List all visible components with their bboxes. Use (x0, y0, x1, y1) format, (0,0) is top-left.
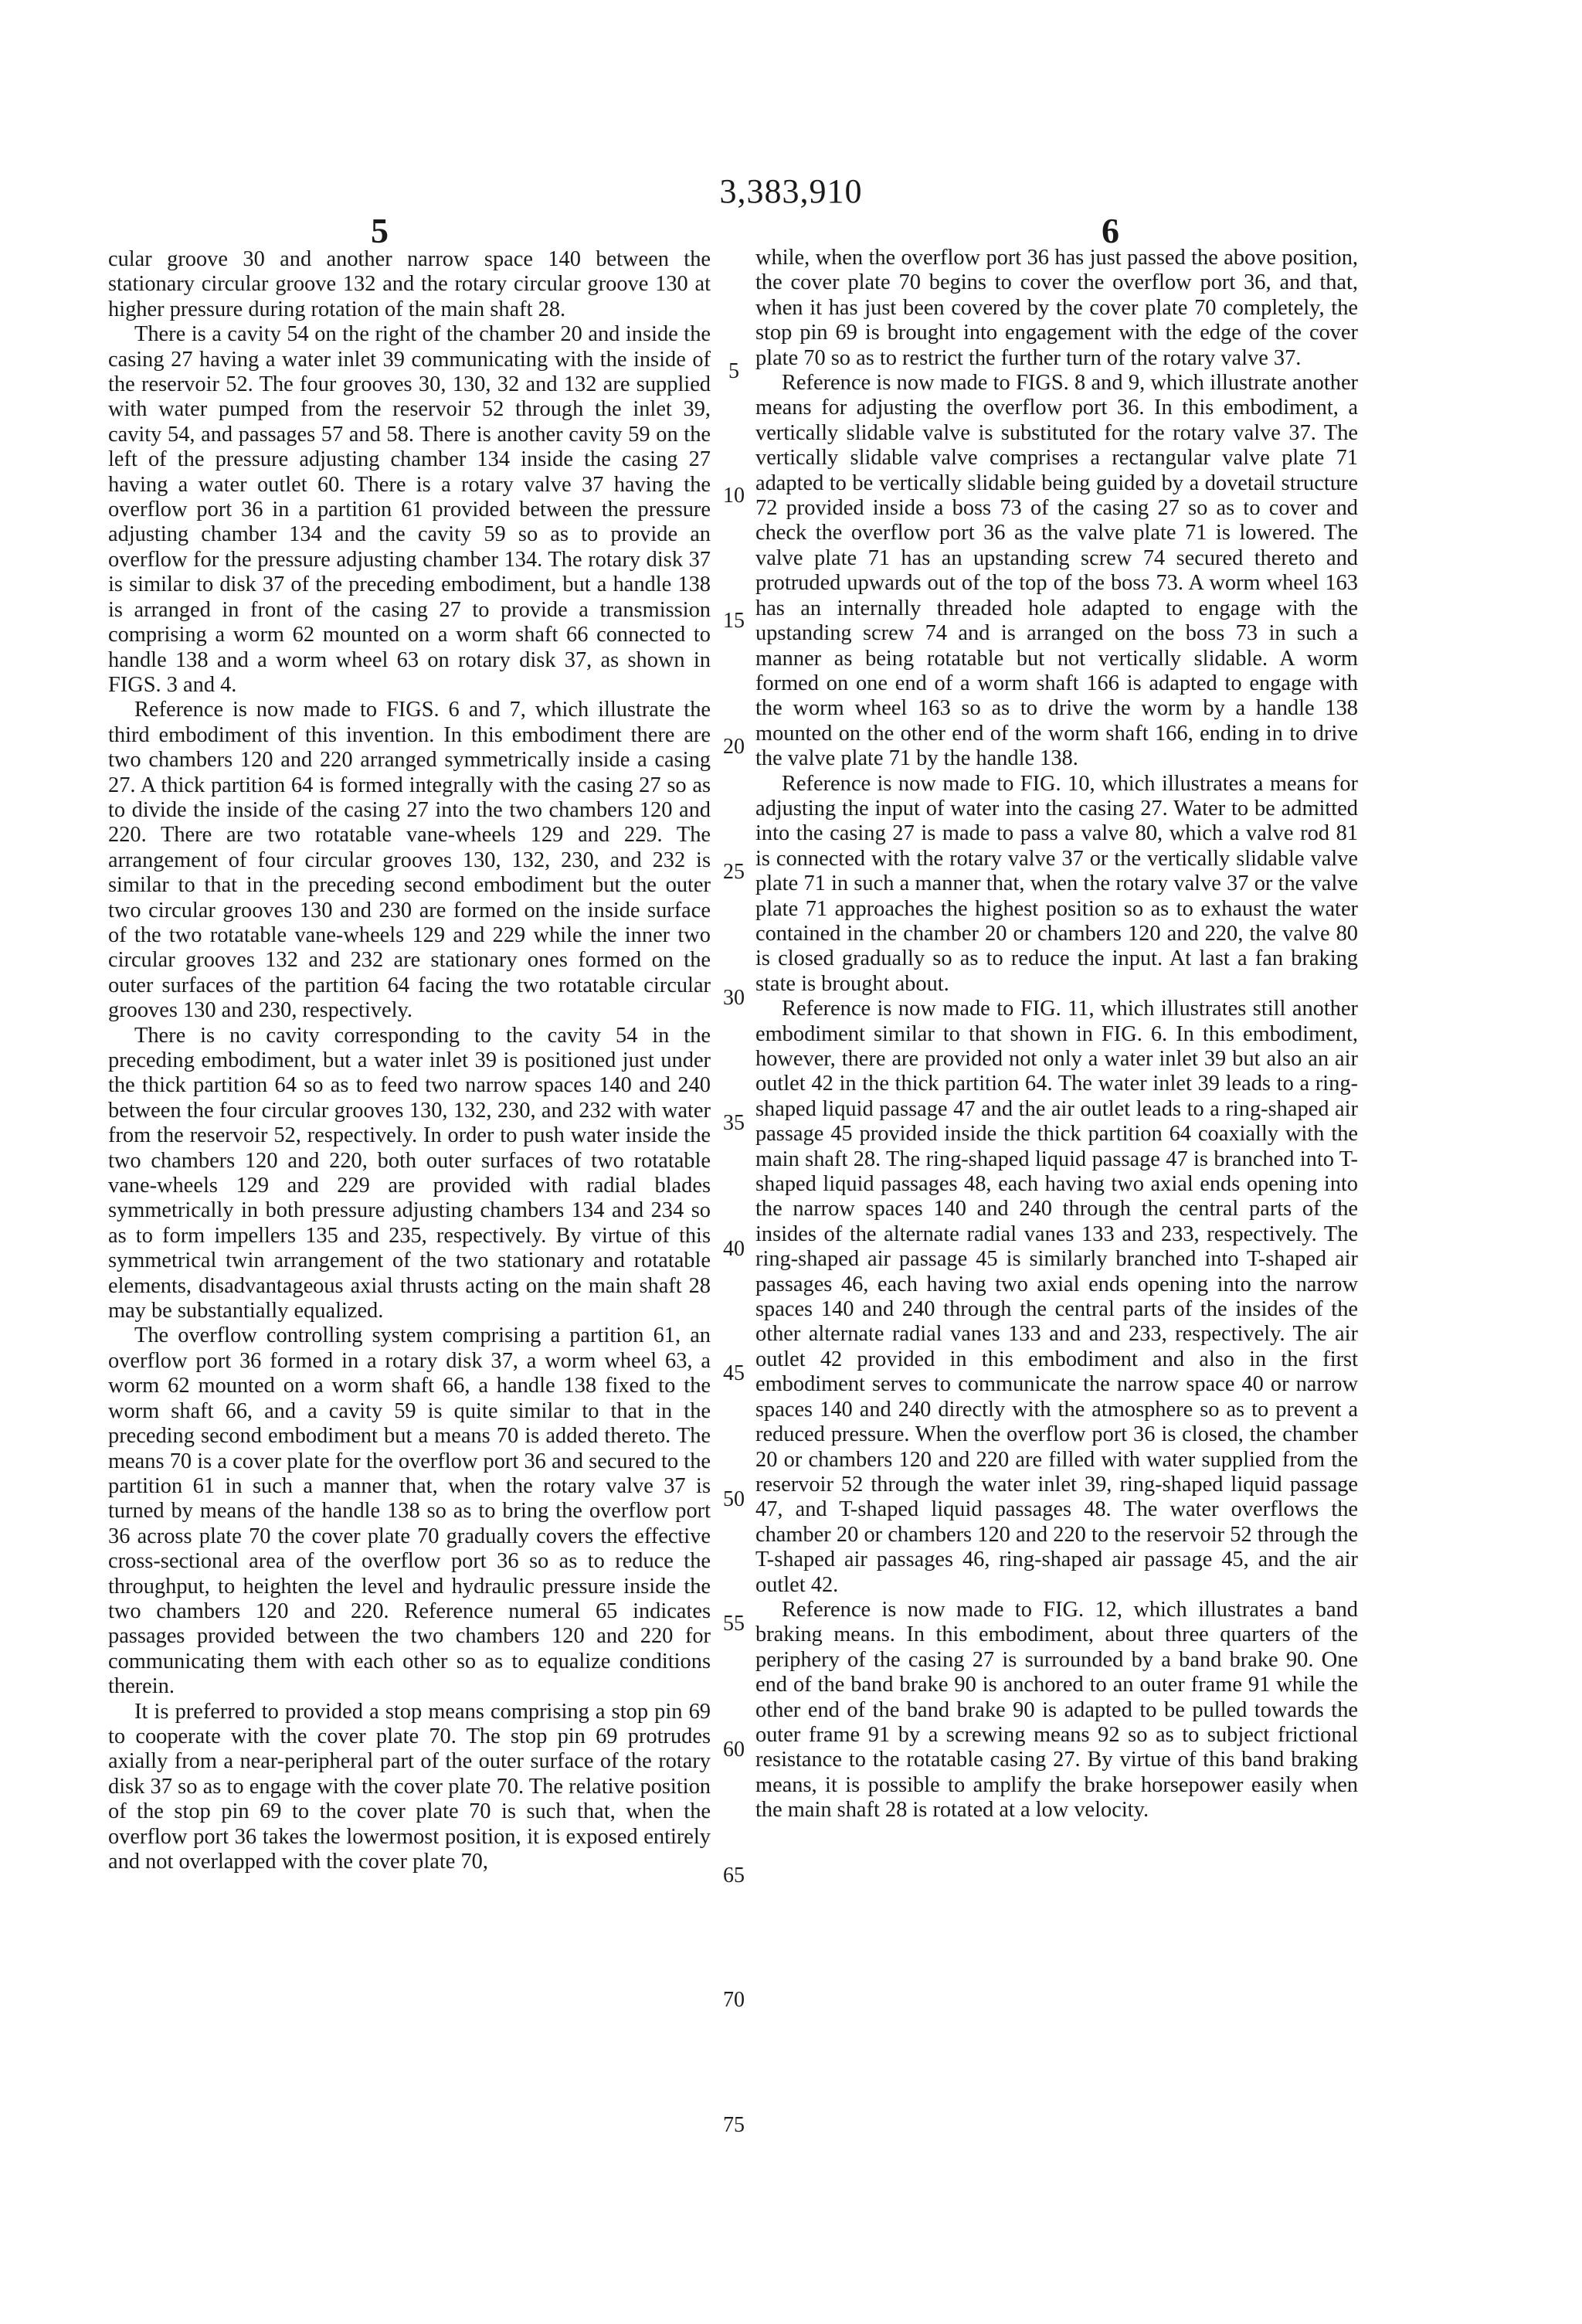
line-number: 65 (723, 1864, 745, 1887)
paragraph: while, when the overflow port 36 has just passed the above position, the cover plate 70 begins to cover the overflow port 36, and that, when it has just been covered by the cover plate 70 completely, the stop pin 69 is brought into engagement with the edge of the cover plate 70 so as to restrict the further turn of the rotary valve 37. (755, 246, 1358, 370)
paragraph: Reference is now made to FIG. 11, which illustrates still another embodiment similar to that shown in FIG. 6. In this embodiment, however, there are provided not only a water inlet 39 but also an air outlet 42 in the thick partition 64. The water inlet 39 leads to a ring-shaped liquid passage 47 and the air outlet leads to a ring-shaped air passage 45 provided inside the thick partition 64 coaxially with the main shaft 28. The ring-shaped liquid passage 47 is branched into T-shaped liquid passages 48, each having two axial ends opening into the narrow spaces 140 and 240 through the central parts of the insides of the alternate radial vanes 133 and 233, respectively. The ring-shaped air passage 45 is similarly branched into T-shaped air passages 46, each having two axial ends opening into the narrow spaces 140 and 240 through the central parts of the insides of the other alternate radial vanes 133 and and 233, respectively. The air outlet 42 provided in this embodiment and also in the first embodiment serves to communicate the narrow space 40 or narrow spaces 140 and 240 directly with the atmosphere so as to prevent a reduced pressure. When the overflow port 36 is closed, the chamber 20 or chambers 120 and 220 are filled with water supplied from the reservoir 52 through the water inlet 39, ring-shaped liquid passage 47, and T-shaped liquid passages 48. The water overflows the chamber 20 or chambers 120 and 220 to the reservoir 52 through the T-shaped air passages 46, ring-shaped air passage 45, and the air outlet 42. (755, 997, 1358, 1597)
right-text-column (755, 246, 1358, 1823)
paragraph: The overflow controlling system comprising a partition 61, an overflow port 36 formed in a rotary disk 37, a worm wheel 63, a worm 62 mounted on a worm shaft 66, a handle 138 fixed to the worm shaft 66, and a cavity 59 is quite similar to that in the preceding second embodiment but a means 70 is added thereto. The means 70 is a cover plate for the overflow port 36 and secured to the partition 61 in such a manner that, when the rotary valve 37 is turned by means of the handle 138 so as to bring the overflow port 36 across plate 70 the cover plate 70 gradually covers the effective cross-sectional area of the overflow port 36 so as to reduce the throughput, to heighten the level and hydraulic pressure inside the two chambers 120 and 220. Reference numeral 65 indicates passages provided between the two chambers 120 and 220 for communicating them with each other so as to equalize conditions therein. (108, 1323, 711, 1699)
line-number: 5 (728, 359, 739, 383)
line-number: 30 (723, 986, 745, 1010)
paragraph: Reference is now made to FIGS. 8 and 9, which illustrate another means for adjusting the overflow port 36. In this embodiment, a vertically slidable valve is substituted for the rotary valve 37. The vertically slidable valve comprises a rectangular valve plate 71 adapted to be vertically slidable being guided by a dovetail structure 72 provided inside a boss 73 of the casing 27 so as to cover and check the overflow port 36 as the valve plate 71 is lowered. The valve plate 71 has an upstanding screw 74 secured thereto and protruded upwards out of the top of the boss 73. A worm wheel 163 has an internally threaded hole adapted to engage with the upstanding screw 74 and is arranged on the boss 73 in such a manner as being rotatable but not vertically slidable. A worm formed on one end of a worm shaft 166 is adapted to engage with the worm wheel 163 so as to drive the worm by a handle 138 mounted on the other end of the worm shaft 166, ending in to drive the valve plate 71 by the handle 138. (755, 371, 1358, 771)
paragraph: It is preferred to provided a stop means comprising a stop pin 69 to cooperate with the cover plate 70. The stop pin 69 protrudes axially from a near-peripheral part of the outer surface of the rotary disk 37 so as to engage with the cover plate 70. The relative position of the stop pin 69 to the cover plate 70 is such that, when the overflow port 36 takes the lowermost position, it is exposed entirely and not overlapped with the cover plate 70, (108, 1699, 711, 1874)
left-column-number: 5 (371, 211, 389, 250)
paragraph: There is no cavity corresponding to the cavity 54 in the preceding embodiment, but a water inlet 39 is positioned just under the thick partition 64 so as to feed two narrow spaces 140 and 240 between the four circular grooves 130, 132, 230, and 232 with water from the reservoir 52, respectively. In order to push water inside the two chambers 120 and 220, both outer surfaces of two rotatable vane-wheels 129 and 229 are provided with radial blades symmetrically in both pressure adjusting chambers 134 and 234 so as to form impellers 135 and 235, respectively. By virtue of this symmetrical twin arrangement of the two stationary and rotatable elements, disadvantageous axial thrusts acting on the main shaft 28 may be substantially equalized. (108, 1023, 711, 1323)
paragraph: cular groove 30 and another narrow space 140 between the stationary circular groove 132 and the rotary circular groove 130 at higher pressure during rotation of the main shaft 28. (108, 247, 711, 321)
line-number: 35 (723, 1111, 745, 1135)
line-number: 10 (723, 484, 745, 508)
line-number: 70 (723, 1988, 745, 2012)
right-column-number: 6 (1102, 211, 1119, 250)
line-number: 40 (723, 1237, 745, 1261)
line-number: 20 (723, 735, 745, 759)
line-number: 25 (723, 860, 745, 884)
patent-number: 3,383,910 (719, 172, 863, 210)
line-number: 15 (723, 609, 745, 633)
line-number: 50 (723, 1487, 745, 1511)
line-number: 45 (723, 1361, 745, 1385)
line-number: 60 (723, 1738, 745, 1762)
left-text-column (108, 247, 711, 1874)
line-number: 55 (723, 1612, 745, 1636)
line-number: 75 (723, 2113, 745, 2137)
paragraph: There is a cavity 54 on the right of the chamber 20 and inside the casing 27 having a water inlet 39 communicating with the inside of the reservoir 52. The four grooves 30, 130, 32 and 132 are supplied with water pumped from the reservoir 52 through the inlet 39, cavity 54, and passages 57 and 58. There is another cavity 59 on the left of the pressure adjusting chamber 134 inside the casing 27 having a water outlet 60. There is a rotary valve 37 having the overflow port 36 in a partition 61 provided between the pressure adjusting chamber 134 and the cavity 59 so as to provide an overflow for the pressure adjusting chamber 134. The rotary disk 37 is similar to disk 37 of the preceding embodiment, but a handle 138 is arranged in front of the casing 27 to provide a transmission comprising a worm 62 mounted on a worm shaft 66 connected to handle 138 and a worm wheel 63 on rotary disk 37, as shown in FIGS. 3 and 4. (108, 322, 711, 697)
paragraph: Reference is now made to FIGS. 6 and 7, which illustrate the third embodiment of this invention. In this embodiment there are two chambers 120 and 220 arranged symmetrically inside a casing 27. A thick partition 64 is formed integrally with the casing 27 so as to divide the inside of the casing 27 into the two chambers 120 and 220. There are two rotatable vane-wheels 129 and 229. The arrangement of four circular grooves 130, 132, 230, and 232 is similar to that in the preceding second embodiment but the outer two circular grooves 130 and 230 are formed on the inside surface of the two rotatable vane-wheels 129 and 229 while the inner two circular grooves 132 and 232 are stationary ones formed on the outer surfaces of the partition 64 facing the two rotatable circular grooves 130 and 230, respectively. (108, 698, 711, 1023)
paragraph: Reference is now made to FIG. 12, which illustrates a band braking means. In this embodiment, about three quarters of the periphery of the casing 27 is surrounded by a band brake 90. One end of the band brake 90 is anchored to an outer frame 91 while the other end of the band brake 90 is adapted to be pulled towards the outer frame 91 by a screwing means 92 so as to subject frictional resistance to the rotatable casing 27. By virtue of this band braking means, it is possible to amplify the brake horsepower easily when the main shaft 28 is rotated at a low velocity. (755, 1597, 1358, 1823)
paragraph: Reference is now made to FIG. 10, which illustrates a means for adjusting the input of water into the casing 27. Water to be admitted into the casing 27 is made to pass a valve 80, which a valve rod 81 is connected with the rotary valve 37 or the vertically slidable valve plate 71 in such a manner that, when the rotary valve 37 or the valve plate 71 approaches the highest position so as to exhaust the water contained in the chamber 20 or chambers 120 and 220, the valve 80 is closed gradually so as to reduce the input. At last a fan braking state is brought about. (755, 771, 1358, 996)
